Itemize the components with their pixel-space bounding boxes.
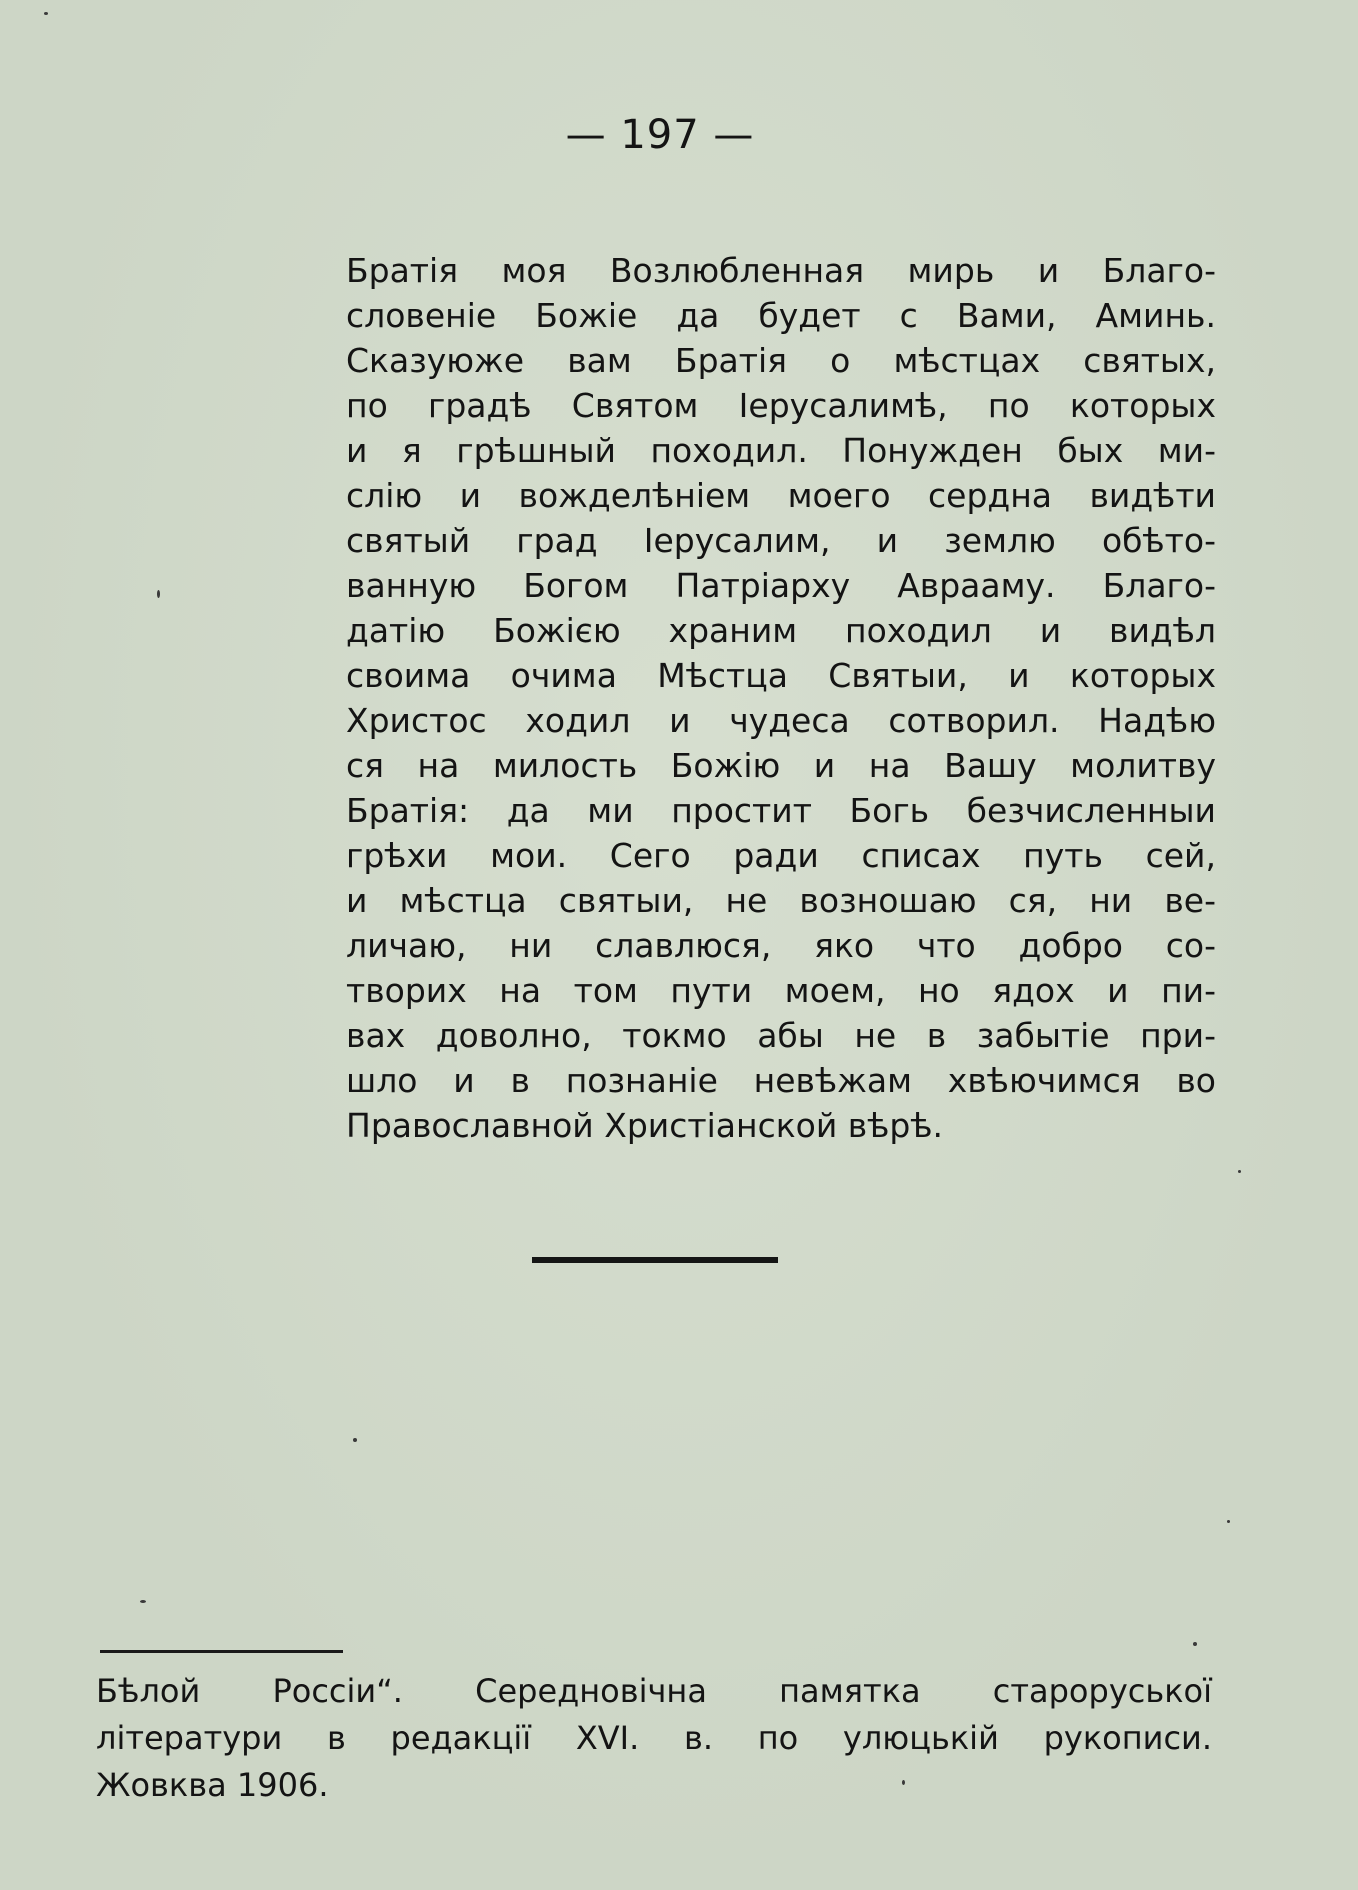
paper-speck (157, 590, 160, 598)
paper-speck (1193, 1642, 1197, 1646)
paper-speck (353, 1438, 357, 1442)
page-number: — 197 — (565, 112, 755, 158)
body-text-line: Сказуюже вам Братія о мѣстцах святых, (346, 341, 1216, 380)
body-text-line: слію и вожделѣніем моего сердна видѣти (346, 476, 1216, 515)
paper-speck (140, 1600, 146, 1603)
body-text-line: Христос ходил и чудеса сотворил. Надѣю (346, 701, 1216, 740)
paper-speck (1227, 1520, 1230, 1523)
body-text-line: ся на милость Божію и на Вашу молитву (346, 746, 1216, 785)
body-text-line: ванную Богом Патріарху Аврааму. Благо- (346, 566, 1216, 605)
body-text-line: словеніе Божіе да будет с Вами, Аминь. (346, 296, 1216, 335)
body-text-line: святый град Іерусалим, и землю обѣто- (346, 521, 1216, 560)
body-text-line: Православной Христіанской вѣрѣ. (346, 1106, 943, 1145)
footnote-line: Бѣлой Россіи“. Середновічна памятка староруської (96, 1672, 1212, 1710)
body-text-line: шло и в познаніе невѣжам хвѣючимся во (346, 1061, 1216, 1100)
body-text-line: и мѣстца святыи, не возношаю ся, ни ве- (346, 881, 1216, 920)
body-text-line: датію Божією храним походил и видѣл (346, 611, 1216, 650)
paper-speck (902, 1780, 905, 1785)
body-text-line: вах доволно, токмо абы не в забытіе при- (346, 1016, 1216, 1055)
body-text-line: по градѣ Святом Іерусалимѣ, по которых (346, 386, 1216, 425)
body-text-line: Братія: да ми простит Богь безчисленныи (346, 791, 1216, 830)
body-text-line: грѣхи мои. Сего ради списах путь сей, (346, 836, 1216, 875)
footnote-line: літератури в редакції XVI. в. по улюцькій рукописи. (96, 1719, 1212, 1757)
body-text-line: своима очима Мѣстца Святыи, и которых (346, 656, 1216, 695)
body-text-line: и я грѣшный походил. Понужден бых ми- (346, 431, 1216, 470)
footnote-separator (100, 1650, 343, 1653)
section-divider (532, 1257, 778, 1263)
body-text (346, 248, 1216, 1148)
paper-speck (44, 12, 48, 15)
body-text-line: творих на том пути моем, но ядох и пи- (346, 971, 1216, 1010)
footnote-line: Жовква 1906. (96, 1766, 329, 1804)
body-text-line: личаю, ни славлюся, яко что добро со- (346, 926, 1216, 965)
footnote (96, 1668, 1212, 1809)
paper-speck (1238, 1170, 1241, 1173)
body-text-line: Братія моя Возлюбленная мирь и Благо- (346, 251, 1216, 290)
